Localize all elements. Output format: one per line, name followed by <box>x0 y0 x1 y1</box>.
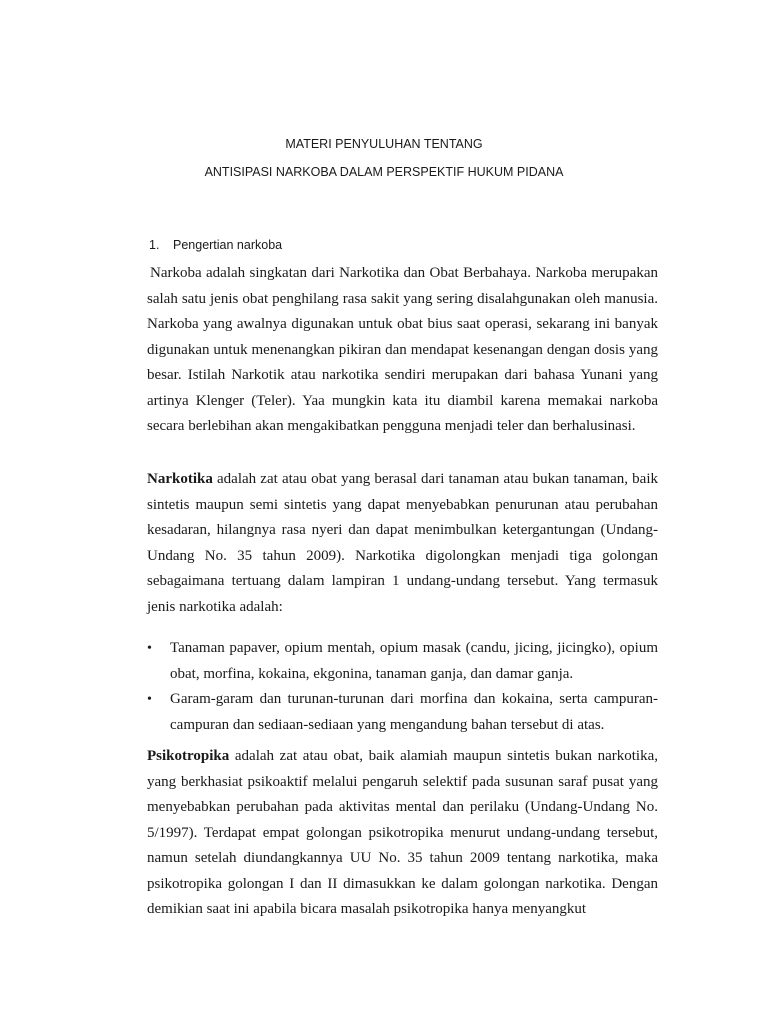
section-number: 1. <box>149 238 160 252</box>
list-item <box>147 687 658 738</box>
narkotika-types-list <box>147 636 658 733</box>
term-narkotika: Narkotika <box>147 471 213 487</box>
document-title-line-2: ANTISIPASI NARKOBA DALAM PERSPEKTIF HUKUM PIDANA <box>204 165 564 179</box>
section-heading-text: Pengertian narkoba <box>173 238 283 252</box>
term-psikotropika: Psikotropika <box>147 748 230 764</box>
list-item <box>147 636 658 687</box>
list-item-text: Garam-garam dan turunan-turunan dari morfina dan kokaina, serta campuran-campuran dan sediaan-sediaan yang mengandung bahan tersebut di atas. <box>170 691 658 733</box>
list-item-text: Tanaman papaver, opium mentah, opium masak (candu, jicing, jicingko), opium obat, morfina, kokaina, ekgonina, tanaman ganja, dan damar ganja. <box>170 640 658 682</box>
bullet-icon: • <box>147 692 152 707</box>
paragraph-narkotika <box>147 467 658 620</box>
paragraph-narkoba-definition: Narkoba adalah singkatan dari Narkotika dan Obat Berbahaya. Narkoba merupakan salah satu jenis obat penghilang rasa sakit yang sering disalahgunakan oleh manusia. Narkoba yang awalnya digunakan untuk obat bius saat operasi, sekarang ini banyak digunakan untuk menenangkan pikiran dan mendapat kesenangan dengan dosis yang besar. Istilah Narkotik atau narkotika sendiri merupakan dari bahasa Yunani yang artinya Klenger (Teler). Yaa mungkin kata itu diambil karena memakai narkoba secara berlebihan akan mengakibatkan pengguna menjadi teler dan berhalusinasi. <box>147 265 658 434</box>
section-heading <box>149 238 282 252</box>
paragraph-narkotika-body: adalah zat atau obat yang berasal dari tanaman atau bukan tanaman, baik sintetis maupun semi sintetis yang dapat menyebabkan penurunan atau perubahan kesadaran, hilangnya rasa nyeri dan dapat menimbulkan ketergantungan (Undang-Undang No. 35 tahun 2009). Narkotika digolongkan menjadi tiga golongan sebagaimana tertuang dalam lampiran 1 undang-undang tersebut. Yang termasuk jenis narkotika adalah: <box>147 471 658 615</box>
paragraph-psikotropika <box>147 744 658 923</box>
bullet-icon: • <box>147 641 152 656</box>
document-title-line-1: MATERI PENYULUHAN TENTANG <box>285 137 483 151</box>
paragraph-psikotropika-body: adalah zat atau obat, baik alamiah maupun sintetis bukan narkotika, yang berkhasiat psikoaktif melalui pengaruh selektif pada susunan saraf pusat yang menyebabkan perubahan pada aktivitas mental dan perilaku (Undang-Undang No. 5/1997). Terdapat empat golongan psikotropika menurut undang-undang tersebut, namun setelah diundangkannya UU No. 35 tahun 2009 tentang narkotika, maka psikotropika golongan I dan II dimasukkan ke dalam golongan narkotika. Dengan demikian saat ini apabila bicara masalah psikotropika hanya menyangkut <box>147 748 658 917</box>
